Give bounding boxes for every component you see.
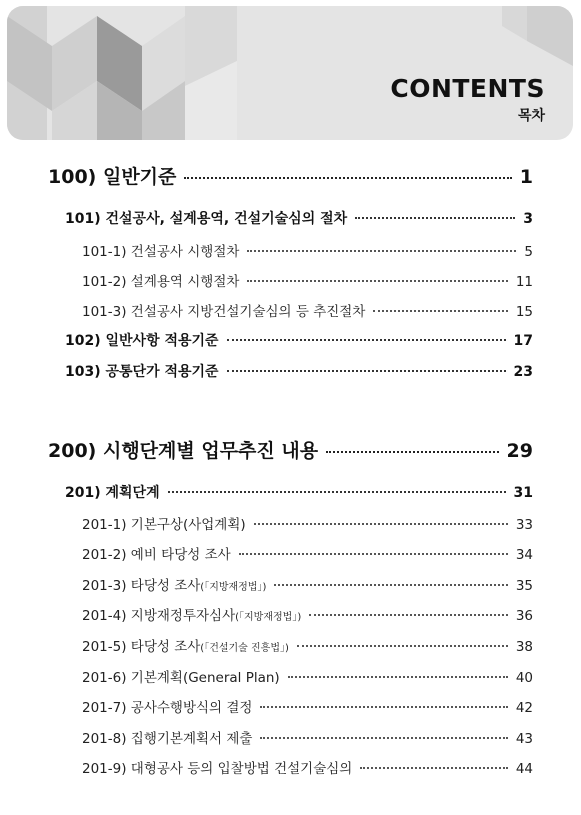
toc-page: 1 [519, 166, 533, 188]
dot-leader [355, 217, 515, 219]
toc-sub-201-9[interactable] [82, 757, 533, 777]
dot-leader [360, 767, 507, 769]
toc-label: 201-8) 집행기본계획서 제출 [82, 731, 253, 747]
toc-section-200[interactable] [48, 436, 533, 463]
toc-sub-101-1[interactable] [82, 240, 533, 260]
toc-page: 36 [515, 608, 533, 624]
dot-leader [184, 177, 511, 179]
dot-leader [227, 370, 506, 372]
toc-sub-201-8[interactable] [82, 727, 533, 747]
dot-leader [260, 737, 507, 739]
toc-label: 200) 시행단계별 업무추진 내용 [48, 440, 319, 462]
toc-label: 201) 계획단계 [65, 485, 160, 501]
toc-note: (「지방재정법」) [200, 582, 267, 593]
dot-leader [168, 491, 506, 493]
dot-leader [309, 614, 508, 616]
toc-label: 101) 건설공사, 설계용역, 건설기술심의 절차 [65, 211, 348, 227]
toc-label: 201-6) 기본계획(General Plan) [82, 670, 280, 686]
dot-leader [288, 676, 508, 678]
toc-page: 42 [515, 700, 533, 716]
toc-label: 201-9) 대형공사 등의 입찰방법 건설기술심의 [82, 761, 353, 777]
toc-page: 43 [515, 731, 533, 747]
toc-page: 38 [515, 639, 533, 655]
toc-sub-201-1[interactable] [82, 513, 533, 533]
toc-page: 17 [513, 333, 533, 349]
toc-sub-201-7[interactable] [82, 696, 533, 716]
toc-label: 201-3) 타당성 조사 [82, 578, 201, 594]
toc-label: 201-5) 타당성 조사 [82, 639, 201, 655]
toc-sub-101-2[interactable] [82, 270, 533, 290]
dot-leader [254, 523, 508, 525]
toc-page: 31 [513, 485, 533, 501]
dot-leader [247, 280, 507, 282]
toc-note: (「지방재정법」) [235, 612, 302, 623]
toc-page: 35 [515, 578, 533, 594]
toc-label: 100) 일반기준 [48, 166, 177, 188]
toc-item-102[interactable] [65, 330, 533, 350]
dot-leader [326, 451, 498, 453]
toc-label: 201-2) 예비 타당성 조사 [82, 547, 231, 563]
page-subtitle: 목차 [517, 108, 545, 124]
toc-sub-201-3[interactable] [82, 574, 533, 594]
toc-page: 34 [515, 547, 533, 563]
dot-leader [247, 250, 516, 252]
toc-label: 101-1) 건설공사 시행절차 [82, 244, 240, 260]
toc-label: 101-2) 설계용역 시행절차 [82, 274, 240, 290]
toc-item-103[interactable] [65, 361, 533, 381]
page-title: CONTENTS [390, 74, 545, 103]
toc-label: 101-3) 건설공사 지방건설기술심의 등 추진절차 [82, 304, 366, 320]
toc-label: 103) 공통단가 적용기준 [65, 364, 219, 380]
toc-page: 11 [515, 274, 533, 290]
toc-page: 40 [515, 670, 533, 686]
toc-note: (「건설기술 진흥법」) [200, 643, 289, 654]
toc-page: 3 [523, 211, 533, 227]
toc-label: 201-7) 공사수행방식의 결정 [82, 700, 253, 716]
toc-page: 44 [515, 761, 533, 777]
toc-section-100[interactable] [48, 162, 533, 189]
dot-leader [274, 584, 507, 586]
dot-leader [373, 310, 507, 312]
toc-page: 5 [524, 244, 533, 260]
dot-leader [239, 553, 508, 555]
toc-page: 15 [515, 304, 533, 320]
dot-leader [227, 339, 506, 341]
toc-label: 102) 일반사항 적용기준 [65, 333, 219, 349]
toc-sub-201-5[interactable] [82, 635, 533, 655]
dot-leader [297, 645, 508, 647]
toc-page: 29 [506, 440, 533, 462]
toc-item-101[interactable] [65, 208, 533, 228]
toc-sub-201-6[interactable] [82, 666, 533, 686]
toc-item-201[interactable] [65, 482, 533, 502]
toc-sub-201-2[interactable] [82, 543, 533, 563]
toc-label: 201-4) 지방재정투자심사 [82, 608, 236, 624]
toc-label: 201-1) 기본구상(사업계획) [82, 517, 246, 533]
toc-sub-101-3[interactable] [82, 300, 533, 320]
toc-sub-201-4[interactable] [82, 604, 533, 624]
dot-leader [260, 706, 507, 708]
toc-page: 23 [513, 364, 533, 380]
toc-page: 33 [515, 517, 533, 533]
